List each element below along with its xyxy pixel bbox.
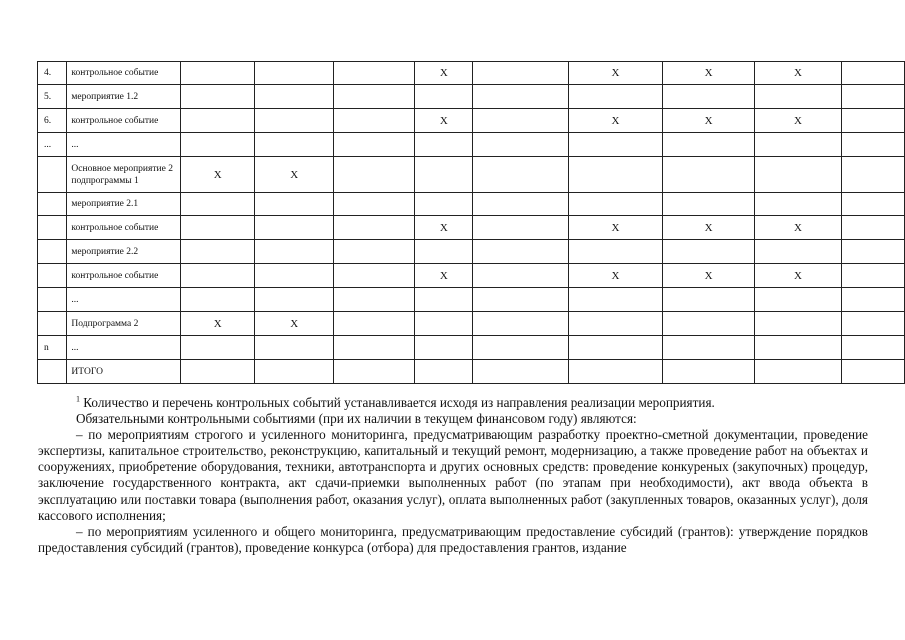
row-name-cell: ...: [67, 288, 181, 312]
table-row: [38, 62, 905, 85]
footnote-mark: 1: [76, 394, 80, 404]
empty-cell: [568, 288, 662, 312]
empty-cell: [334, 85, 415, 109]
table-row: [38, 336, 905, 360]
empty-cell: [334, 240, 415, 264]
row-name-cell: мероприятие 1.2: [67, 85, 181, 109]
row-number-cell: ...: [38, 133, 67, 157]
row-number-cell: [38, 240, 67, 264]
empty-cell: [334, 109, 415, 133]
empty-cell: [663, 336, 755, 360]
intro-paragraph: Обязательными контрольными событиями (при их наличии в текущем финансовом году) являются:: [76, 411, 637, 427]
empty-cell: [473, 240, 569, 264]
empty-cell: [181, 216, 255, 240]
row-name-cell: контрольное событие: [67, 264, 181, 288]
empty-cell: [255, 109, 334, 133]
empty-cell: [663, 157, 755, 193]
empty-cell: [755, 240, 841, 264]
empty-cell: [568, 133, 662, 157]
mark-cell: X: [663, 264, 755, 288]
empty-cell: [841, 62, 904, 85]
mark-cell: X: [568, 216, 662, 240]
table-row: [38, 193, 905, 216]
row-number-cell: [38, 288, 67, 312]
empty-cell: [755, 133, 841, 157]
empty-cell: [841, 157, 904, 193]
mark-cell: X: [415, 264, 473, 288]
table-row: [38, 240, 905, 264]
empty-cell: [415, 85, 473, 109]
empty-cell: [473, 216, 569, 240]
empty-cell: [255, 216, 334, 240]
table-row: [38, 109, 905, 133]
empty-cell: [841, 360, 904, 384]
empty-cell: [255, 288, 334, 312]
mark-cell: X: [755, 109, 841, 133]
empty-cell: [473, 109, 569, 133]
empty-cell: [841, 216, 904, 240]
mark-cell: X: [415, 109, 473, 133]
mark-cell: X: [755, 62, 841, 85]
empty-cell: [255, 264, 334, 288]
empty-cell: [841, 264, 904, 288]
empty-cell: [415, 288, 473, 312]
row-number-cell: 5.: [38, 85, 67, 109]
empty-cell: [473, 62, 569, 85]
control-events-table: [37, 61, 905, 384]
mark-cell: X: [415, 62, 473, 85]
table-row: [38, 264, 905, 288]
table-row: [38, 216, 905, 240]
row-name-cell: Подпрограмма 2: [67, 312, 181, 336]
empty-cell: [255, 360, 334, 384]
table-row: [38, 288, 905, 312]
empty-cell: [568, 157, 662, 193]
empty-cell: [841, 240, 904, 264]
mark-cell: X: [568, 62, 662, 85]
empty-cell: [663, 193, 755, 216]
empty-cell: [415, 312, 473, 336]
empty-cell: [415, 157, 473, 193]
row-name-cell: ИТОГО: [67, 360, 181, 384]
empty-cell: [255, 133, 334, 157]
footnote: [38, 395, 868, 411]
table-row: [38, 312, 905, 336]
mark-cell: X: [663, 62, 755, 85]
empty-cell: [334, 312, 415, 336]
empty-cell: [473, 85, 569, 109]
mark-cell: X: [755, 216, 841, 240]
empty-cell: [181, 133, 255, 157]
empty-cell: [181, 62, 255, 85]
empty-cell: [255, 336, 334, 360]
empty-cell: [568, 85, 662, 109]
empty-cell: [334, 288, 415, 312]
row-number-cell: [38, 264, 67, 288]
notes-section: [38, 395, 868, 556]
empty-cell: [473, 264, 569, 288]
empty-cell: [568, 240, 662, 264]
empty-cell: [181, 264, 255, 288]
empty-cell: [755, 336, 841, 360]
empty-cell: [181, 288, 255, 312]
footnote-text: Количество и перечень контрольных событий устанавливается исходя из направления реализации мероприятия.: [80, 395, 715, 410]
empty-cell: [755, 157, 841, 193]
empty-cell: [568, 193, 662, 216]
empty-cell: [663, 288, 755, 312]
row-number-cell: [38, 193, 67, 216]
empty-cell: [663, 312, 755, 336]
empty-cell: [473, 312, 569, 336]
row-name-cell: Основное мероприятие 2 подпрограммы 1: [67, 157, 181, 193]
empty-cell: [755, 85, 841, 109]
row-number-cell: n: [38, 336, 67, 360]
empty-cell: [334, 360, 415, 384]
empty-cell: [473, 336, 569, 360]
empty-cell: [415, 193, 473, 216]
empty-cell: [181, 336, 255, 360]
empty-cell: [473, 360, 569, 384]
empty-cell: [415, 336, 473, 360]
empty-cell: [663, 240, 755, 264]
mark-cell: X: [181, 157, 255, 193]
empty-cell: [181, 109, 255, 133]
empty-cell: [181, 193, 255, 216]
empty-cell: [473, 133, 569, 157]
empty-cell: [663, 360, 755, 384]
row-number-cell: 4.: [38, 62, 67, 85]
row-number-cell: [38, 312, 67, 336]
row-name-cell: ...: [67, 336, 181, 360]
table-row: [38, 157, 905, 193]
list-item-general-monitoring: – по мероприятиям усиленного и общего мониторинга, предусматривающим предоставление субсидий (грантов): утверждение порядков предоставления субсидий (грантов), проведение конкурса (отбора) для предоставления грантов, издание: [38, 523, 868, 555]
row-name-cell: контрольное событие: [67, 109, 181, 133]
empty-cell: [334, 193, 415, 216]
empty-cell: [755, 193, 841, 216]
empty-cell: [841, 193, 904, 216]
empty-cell: [473, 193, 569, 216]
mark-cell: X: [568, 109, 662, 133]
empty-cell: [663, 85, 755, 109]
mark-cell: X: [181, 312, 255, 336]
mark-cell: X: [663, 109, 755, 133]
empty-cell: [255, 62, 334, 85]
row-number-cell: [38, 360, 67, 384]
empty-cell: [663, 133, 755, 157]
empty-cell: [755, 312, 841, 336]
empty-cell: [255, 85, 334, 109]
empty-cell: [334, 62, 415, 85]
empty-cell: [181, 240, 255, 264]
empty-cell: [334, 264, 415, 288]
list-item-strict-monitoring: – по мероприятиям строгого и усиленного мониторинга, предусматривающим разработку проектно-сметной документации, проведение экспертизы, капитальное строительство, реконструкцию, капитальный и текущий ремонт, модернизацию, а также проведение работ на объектах и сооружениях, приобретение оборудования, техники, автотранспорта и других основных средств: проведение конкуреных (закупочных) процедур, заключение государственного контракта, акт сдачи-приемки выполненных работ (по этапам при необходимости), акт ввода объекта в эксплуатацию или поставки товара (выполнения работ, оказания услуг), оплата выполненных работ (закупленных товаров, оказанных услуг), доля кассового исполнения;: [38, 427, 868, 523]
row-name-cell: ...: [67, 133, 181, 157]
row-name-cell: контрольное событие: [67, 62, 181, 85]
table-row: [38, 85, 905, 109]
empty-cell: [841, 109, 904, 133]
empty-cell: [181, 360, 255, 384]
empty-cell: [334, 216, 415, 240]
empty-cell: [568, 312, 662, 336]
table-row: [38, 133, 905, 157]
empty-cell: [415, 360, 473, 384]
empty-cell: [841, 85, 904, 109]
row-name-cell: мероприятие 2.2: [67, 240, 181, 264]
empty-cell: [415, 240, 473, 264]
mark-cell: X: [568, 264, 662, 288]
mark-cell: X: [755, 264, 841, 288]
row-number-cell: 6.: [38, 109, 67, 133]
mark-cell: X: [663, 216, 755, 240]
empty-cell: [181, 85, 255, 109]
empty-cell: [415, 133, 473, 157]
row-number-cell: [38, 157, 67, 193]
mark-cell: X: [255, 312, 334, 336]
empty-cell: [841, 336, 904, 360]
empty-cell: [841, 288, 904, 312]
mark-cell: X: [415, 216, 473, 240]
empty-cell: [568, 360, 662, 384]
empty-cell: [473, 157, 569, 193]
empty-cell: [334, 336, 415, 360]
mark-cell: X: [255, 157, 334, 193]
empty-cell: [255, 240, 334, 264]
empty-cell: [473, 288, 569, 312]
row-number-cell: [38, 216, 67, 240]
empty-cell: [334, 157, 415, 193]
row-name-cell: контрольное событие: [67, 216, 181, 240]
empty-cell: [334, 133, 415, 157]
empty-cell: [255, 193, 334, 216]
empty-cell: [755, 360, 841, 384]
empty-cell: [755, 288, 841, 312]
row-name-cell: мероприятие 2.1: [67, 193, 181, 216]
empty-cell: [841, 312, 904, 336]
table-row: [38, 360, 905, 384]
empty-cell: [568, 336, 662, 360]
empty-cell: [841, 133, 904, 157]
